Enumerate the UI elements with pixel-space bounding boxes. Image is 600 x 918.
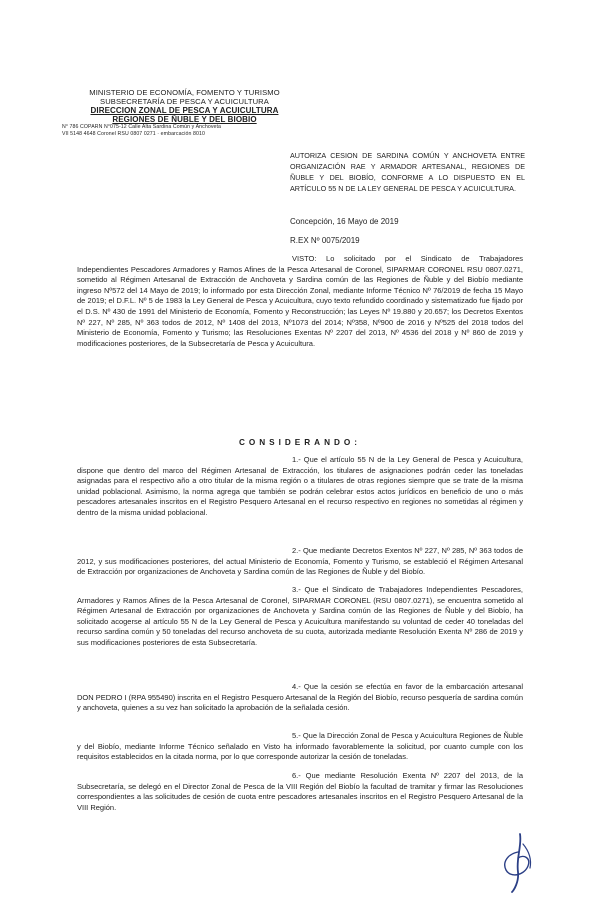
regiones-name: REGIONES DE ÑUBLE Y DEL BIOBIO — [112, 115, 257, 124]
considerando-6: 6.- Que mediante Resolución Exenta Nº 2207 del 2013, de la Subsecretaría, se delegó en el Director Zonal de Pesca de la VIII Región del Biobío la facultad de tramitar y firmar las Resoluciones correspondientes a las solicitudes de cesión de cuota entre pescadores artesanales inscritos en el Registro Pesquero Artesanal de la VIII Región. — [77, 771, 523, 812]
reference-line-1: N° 786 COPARN N°075-12 Calle Alta Sardina Común y Anchoveta — [62, 124, 222, 130]
direccion-zonal-name: DIRECCION ZONAL DE PESCA Y ACUICULTURA — [90, 106, 279, 115]
document-date: Concepción, 16 Mayo de 2019 — [290, 217, 399, 226]
considerando-2: 2.- Que mediante Decretos Exentos Nº 227, Nº 285, Nº 363 todos de 2012, y sus modificaciones posteriores, del actual Ministerio de Economía, Fomento y Turismo, se estableció el Régimen Artesanal de Extracción por organizaciones de Anchoveta y Sardina común de las Regiones de Ñuble y del Biobío. — [77, 546, 523, 577]
considerando-heading: CONSIDERANDO: — [238, 438, 362, 447]
reference-line-2: VII 5148 4648 Coronel RSU 0807 0271 · embarcación 8010 — [62, 131, 205, 137]
resolution-number: R.EX Nº 0075/2019 — [290, 236, 360, 245]
signature-icon — [498, 832, 542, 894]
subsecretaria-name: SUBSECRETARÍA DE PESCA Y ACUICULTURA — [100, 97, 269, 106]
considerando-5: 5.- Que la Dirección Zonal de Pesca y Acuicultura Regiones de Ñuble y del Biobío, mediante Informe Técnico señalado en Visto ha informado favorablemente la solicitud, por cuanto cumple con los requisitos establecidos en la citada norma, por lo que corresponde autorizar la cesión de toneladas. — [77, 731, 523, 762]
resolution-title: AUTORIZA CESION DE SARDINA COMÚN Y ANCHOVETA ENTRE ORGANIZACIÓN RAE Y ARMADOR ARTESANAL, REGIONES DE ÑUBLE Y DEL BIOBÍO, CONFORME A LO DISPUESTO EN EL ARTÍCULO 55 N DE LA LEY GENERAL DE PESCA Y ACUICULTURA. — [290, 151, 525, 193]
considerando-4: 4.- Que la cesión se efectúa en favor de la embarcación artesanal DON PEDRO I (RPA 955490) inscrita en el Registro Pesquero Artesanal de la Región del Biobío, recurso pesquería de sardina común y anchoveta, quienes a su vez han solicitado la aprobación de la señalada cesión. — [77, 682, 523, 713]
ministry-name: MINISTERIO DE ECONOMÍA, FOMENTO Y TURISMO — [89, 88, 280, 97]
considerando-3: 3.- Que el Sindicato de Trabajadores Independientes Pescadores, Armadores y Ramos Afines de la Pesca Artesanal de Coronel, SIPARMAR CORONEL (RSU 0807.0271), se encuentra sometido al Régimen Artesanal de Extracción por organizaciones de Anchoveta y Sardina común de las Regiones de Ñuble y del Biobío, ha solicitado acogerse al artículo 55 N de la Ley General de Pesca y Acuicultura manifestando su voluntad de ceder 40 toneladas del recurso sardina común y 50 toneladas del recurso anchoveta de su cuota, autorizada mediante Resolución Exenta Nº 286 de 2019 y sus modificaciones posteriores de esta Subsecretaría. — [77, 585, 523, 647]
visto-paragraph: VISTO: Lo solicitado por el Sindicato de Trabajadores Independientes Pescadores Armadores y Ramos Afines de la Pesca Artesanal de Coronel, SIPARMAR CORONEL RSU 0807.0271, sometido al Régimen Artesanal de Extracción de Anchoveta y Sardina común de las Regiones de Ñuble y del Biobío mediante ingreso Nº572 del 14 Mayo de 2019; lo informado por esta Dirección Zonal, mediante Informe Técnico Nº 76/2019 de fecha 15 Mayo de 2019; el D.F.L. Nº 5 de 1983 la Ley General de Pesca y Acuicultura, cuyo texto refundido coordinado y sistematizado fue fijado por el D.S. Nº 430 de 1991 del Ministerio de Economía, Fomento y Reconstrucción; las Leyes Nº 19.880 y 20.657; los Decretos Exentos Nº 227, Nº 285, Nº 363 todos de 2012, Nº 1408 del 2013, Nº1073 del 2014; Nº358, Nº900 de 2016 y Nº525 del 2018 todos del Ministerio de Economía, Fomento y Turismo; las Resoluciones Exentas Nº 2207 del 2013, Nº 4536 del 2018 y Nº 860 de 2019 y modificaciones posteriores, de la Subsecretaría de Pesca y Acuicultura. — [77, 254, 523, 348]
considerando-1: 1.- Que el artículo 55 N de la Ley General de Pesca y Acuicultura, dispone que dentro del marco del Régimen Artesanal de Extracción, los titulares de asignaciones podrán ceder las toneladas asignadas para el respectivo año a otro titular de la misma región o a titulares de otras regiones siempre que se trate de la misma unidad poblacional. Asimismo, la norma agrega que también se podrán celebrar estos actos jurídicos en beneficio de uno o más pescadores artesanales inscritos en el Registro Pesquero Artesanal en el recurso respectivo en regiones no sometidas al régimen y dentro de la misma unidad poblacional. — [77, 455, 523, 517]
letterhead — [62, 88, 307, 138]
